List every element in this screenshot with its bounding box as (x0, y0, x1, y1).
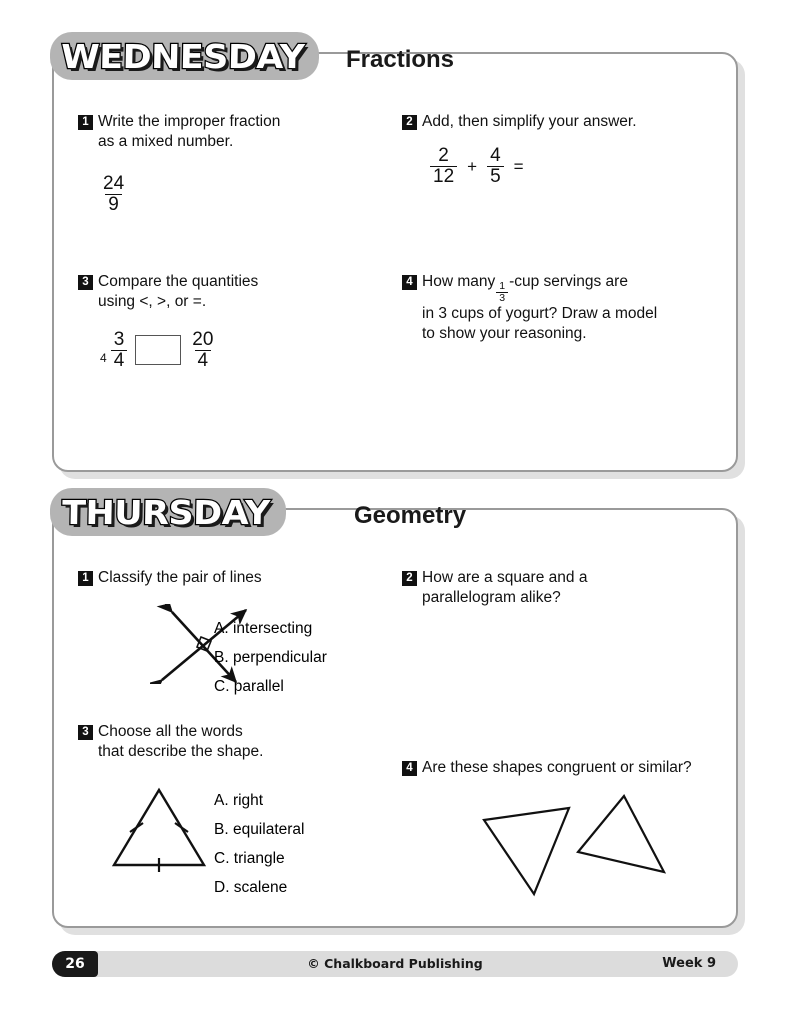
choice-option[interactable]: C. triangle (214, 850, 285, 867)
day-card-thursday (52, 492, 738, 928)
question-text-part: -cup servings are (509, 273, 628, 290)
question-text-line: Choose all the words (98, 723, 243, 740)
day-banner-thursday (50, 488, 286, 536)
equilateral-triangle-figure (104, 780, 214, 880)
fraction-denominator: 9 (105, 194, 122, 215)
copyright-text: © Chalkboard Publishing (307, 956, 483, 971)
question-thursday-3 (78, 722, 378, 762)
question-text-line: to show your reasoning. (422, 325, 587, 343)
comparison-answer-box[interactable] (135, 335, 181, 365)
choice-option[interactable]: B. perpendicular (214, 649, 327, 666)
question-number-badge: 3 (78, 275, 93, 290)
question-text-line: Are these shapes congruent or similar? (422, 759, 692, 776)
question-text-line: that describe the shape. (98, 743, 264, 760)
fraction-denominator: 4 (195, 350, 212, 371)
question-text-line: in 3 cups of yogurt? Draw a model (422, 305, 658, 323)
question-text-line: Write the improper fraction (98, 113, 281, 130)
question-text-line: parallelogram alike? (422, 589, 561, 606)
subject-title-wednesday: Fractions (346, 46, 455, 73)
fraction-numerator: 24 (103, 173, 125, 194)
fraction-denominator: 12 (430, 166, 457, 187)
mixed-number-whole: 4 (100, 350, 107, 365)
question-thursday-2 (402, 568, 702, 608)
question-number-badge: 3 (78, 725, 93, 740)
page-number-badge: 26 (52, 951, 98, 977)
choices-thursday-3 (214, 786, 304, 902)
congruent-similar-triangles-figure (426, 788, 726, 913)
fraction-numerator: 3 (113, 329, 125, 350)
question-text-line: Add, then simplify your answer. (422, 113, 637, 130)
choice-option[interactable]: D. scalene (214, 879, 288, 896)
fraction-denominator: 4 (111, 350, 128, 371)
question-number-badge: 4 (402, 761, 417, 776)
question-thursday-4 (402, 758, 722, 778)
addition-expression (430, 146, 712, 187)
equilateral-triangle-diagram (104, 780, 214, 875)
question-text-line: How are a square and a (422, 569, 588, 586)
question-number-badge: 1 (78, 115, 93, 130)
comparison-expression (100, 330, 378, 371)
choice-option[interactable]: B. equilateral (214, 821, 305, 838)
question-thursday-1 (78, 568, 378, 588)
question-text-line (422, 272, 657, 304)
question-number-badge: 2 (402, 115, 417, 130)
question-text-line: using <, >, or =. (98, 293, 207, 310)
choices-thursday-1 (214, 614, 327, 701)
day-name-thursday: THURSDAY (61, 492, 271, 532)
question-wednesday-2 (402, 112, 712, 187)
question-number-badge: 1 (78, 571, 93, 586)
question-text-line: Compare the quantities (98, 273, 259, 290)
day-card-wednesday (52, 36, 738, 472)
fraction-denominator: 3 (496, 292, 508, 304)
week-label: Week 9 (662, 956, 716, 971)
question-text-line: Classify the pair of lines (98, 569, 262, 586)
choice-option[interactable]: A. intersecting (214, 620, 313, 637)
subject-title-thursday: Geometry (354, 502, 467, 529)
plus-operator: + (467, 157, 478, 177)
question-wednesday-1 (78, 112, 378, 215)
two-triangles-diagram (426, 788, 726, 908)
fraction-denominator: 5 (487, 166, 504, 187)
fraction-numerator: 20 (192, 329, 214, 350)
day-banner-wednesday (50, 32, 319, 80)
question-text-part: How many (422, 273, 496, 290)
question-text-line: as a mixed number. (98, 133, 234, 150)
choice-option[interactable]: A. right (214, 792, 264, 809)
question-number-badge: 4 (402, 275, 417, 290)
fraction-numerator: 4 (490, 145, 501, 166)
choice-option[interactable]: C. parallel (214, 678, 284, 695)
question-number-badge: 2 (402, 571, 417, 586)
day-name-wednesday: WEDNESDAY (60, 36, 305, 76)
question-wednesday-4 (402, 272, 722, 344)
unit-fraction-one-third (496, 281, 508, 304)
fraction-numerator: 1 (499, 280, 506, 292)
fraction-numerator: 2 (438, 145, 449, 166)
page-footer (52, 951, 738, 977)
improper-fraction-24-9 (100, 174, 378, 215)
question-wednesday-3 (78, 272, 378, 371)
equals-operator: = (513, 157, 524, 177)
